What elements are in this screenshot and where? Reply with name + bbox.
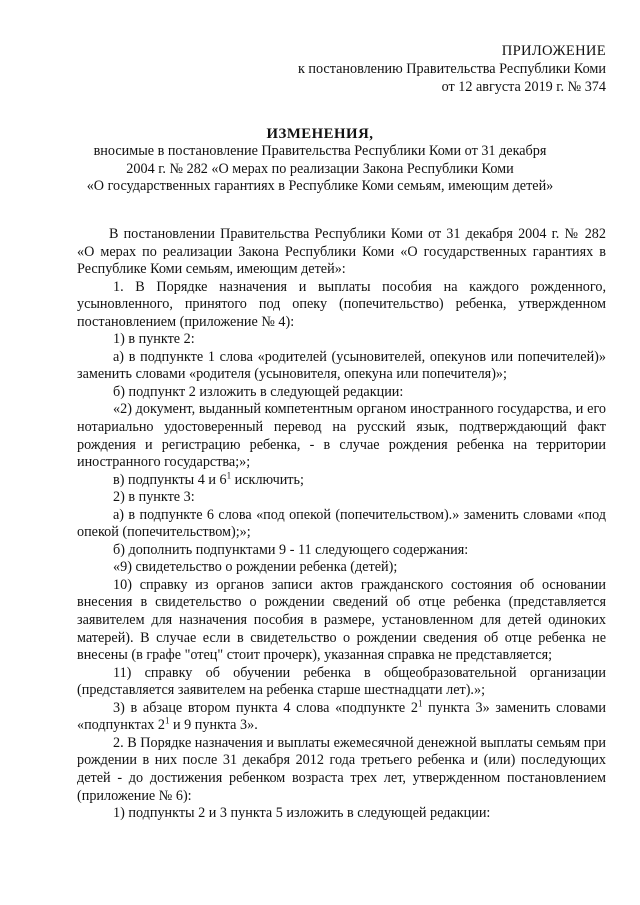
- paragraph-quote-11: 11) справку об обучении ребенка в общеобразовательной организации (представляется заявителем на ребенка старше шестнадцати лет).»;: [77, 664, 606, 699]
- paragraph-item-1: 1. В Порядке назначения и выплаты пособия на каждого рожденного, усыновленного, принятого под опеку (попечительство) ребенка, утвержденном постановлением (приложение № 4):: [77, 278, 606, 330]
- paragraph-quote-9: «9) свидетельство о рождении ребенка (детей);: [113, 559, 398, 576]
- document-heading: [40, 126, 600, 196]
- document-body: [77, 226, 606, 823]
- appendix-line-2: от 12 августа 2019 г. № 374: [441, 79, 606, 95]
- paragraph-subitem-1b: б) подпункт 2 изложить в следующей редакции:: [113, 383, 404, 400]
- superscript: 1: [164, 715, 170, 726]
- paragraph-subitem-2: 2) в пункте 3:: [113, 489, 195, 506]
- paragraph-subitem-1: 1) в пункте 2:: [113, 331, 195, 348]
- text-fragment: и 9 пункта 3».: [169, 717, 258, 734]
- appendix-title: ПРИЛОЖЕНИЕ: [501, 43, 606, 59]
- paragraph-item-2-subitem-1: 1) подпункты 2 и 3 пункта 5 изложить в следующей редакции:: [113, 805, 491, 822]
- paragraph-subitem-2b: б) дополнить подпунктами 9 - 11 следующего содержания:: [113, 541, 469, 558]
- paragraph-subitem-2a: а) в подпункте 6 слова «под опекой (попечительством).» заменить словами «под опекой (попечительством);»;: [77, 506, 606, 541]
- heading-line-1: вносимые в постановление Правительства Республики Коми от 31 декабря: [93, 143, 547, 160]
- superscript: 1: [417, 698, 423, 709]
- text-fragment: в) подпункты 4 и 6: [113, 471, 227, 488]
- paragraph-subitem-1a: а) в подпункте 1 слова «родителей (усыновителей, опекунов или попечителей)» заменить словами «родителя (усыновителя, опекуна или попечителя)»;: [77, 348, 606, 383]
- heading-line-3: «О государственных гарантиях в Республике Коми семьям, имеющим детей»: [86, 178, 554, 195]
- text-fragment: пункта 3» заменить словами «подпунктах 2: [77, 699, 606, 734]
- heading-line-2: 2004 г. № 282 «О мерах по реализации Закона Республики Коми: [126, 160, 514, 177]
- superscript: 1: [226, 469, 232, 480]
- text-fragment: исключить;: [231, 471, 304, 488]
- paragraph-subitem-3: [77, 700, 606, 735]
- paragraph-quote-10: 10) справку из органов записи актов гражданского состояния об основании внесения в свидетельство о рождении сведений об отце ребенка (представляется заявителем для назначения пособия в размере, установленном для детей одиноких матерей). В случае если в свидетельство о рождении сведения об отце ребенка не внесены (в графе "отец" стоит прочерк), указанная справка не представляется;: [77, 576, 606, 664]
- heading-title: ИЗМЕНЕНИЯ,: [266, 126, 374, 142]
- appendix-line-1: к постановлению Правительства Республики Коми: [297, 61, 606, 77]
- paragraph-quote-2: «2) документ, выданный компетентным органом иностранного государства, и его нотариально удостоверенный перевод на русский язык, подтверждающий факт рождения и регистрацию ребенка, - в случае рождения ребенка на территории иностранного государства;»;: [77, 401, 606, 471]
- appendix-block: [298, 42, 606, 96]
- paragraph-intro: В постановлении Правительства Республики Коми от 31 декабря 2004 г. № 282 «О мерах по реализации Закона Республики Коми «О государственных гарантиях в Республике Коми семьям, имеющим детей»:: [77, 226, 606, 278]
- paragraph-item-2: 2. В Порядке назначения и выплаты ежемесячной денежной выплаты семьям при рождении в них после 31 декабря 2012 года третьего ребенка и (или) последующих детей - до достижения ребенком возраста трех лет, утвержденном постановлением (приложение № 6):: [77, 734, 606, 804]
- paragraph-subitem-1c: [77, 469, 606, 490]
- text-fragment: 3) в абзаце втором пункта 4 слова «подпункте 2: [113, 699, 418, 716]
